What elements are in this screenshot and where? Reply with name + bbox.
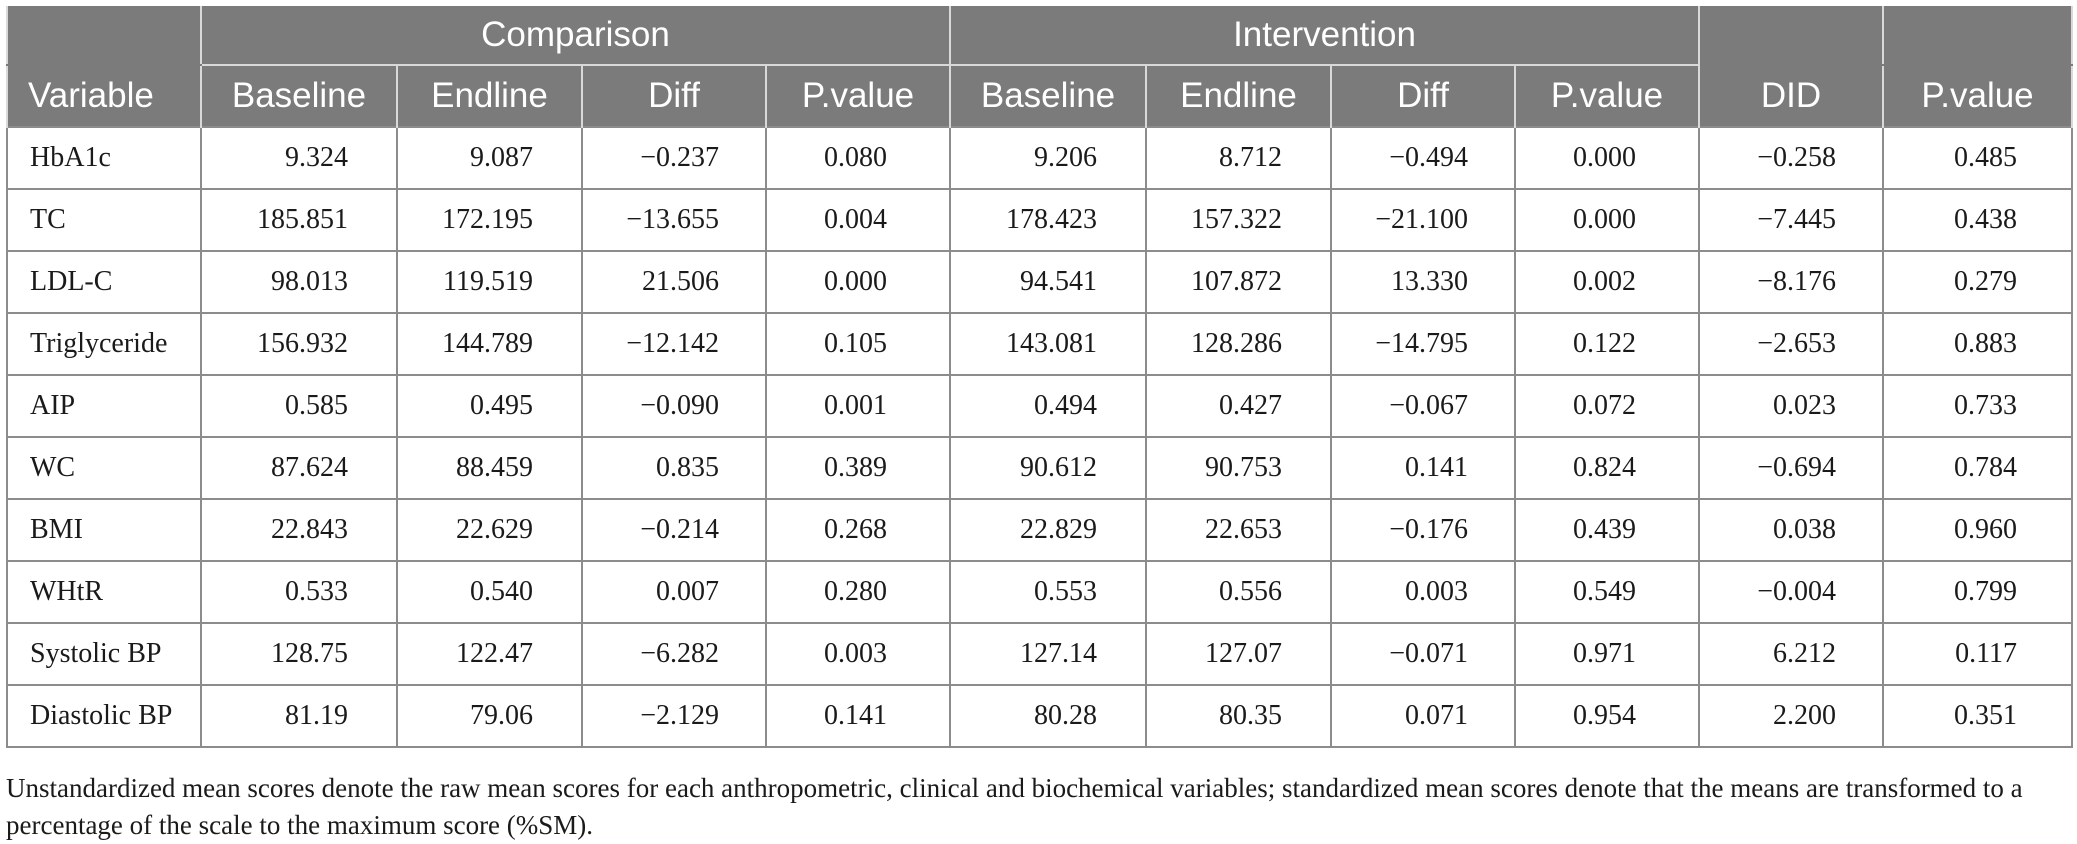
did-pvalue-cell: 0.960 — [1883, 499, 2072, 561]
comparison-group-header: Comparison — [201, 6, 950, 65]
variable-cell: TC — [7, 189, 201, 251]
comparison-baseline-cell: 185.851 — [201, 189, 397, 251]
comparison-baseline-cell: 81.19 — [201, 685, 397, 747]
did-cell: −0.258 — [1699, 127, 1883, 189]
comparison-endline-header: Endline — [397, 65, 582, 127]
table-row — [7, 313, 2072, 375]
did-pvalue-cell: 0.351 — [1883, 685, 2072, 747]
comparison-pvalue-cell: 0.001 — [766, 375, 950, 437]
intervention-endline-cell: 22.653 — [1146, 499, 1331, 561]
intervention-pvalue-cell: 0.002 — [1515, 251, 1699, 313]
intervention-baseline-cell: 178.423 — [950, 189, 1146, 251]
intervention-diff-cell: −0.176 — [1331, 499, 1515, 561]
variable-cell: HbA1c — [7, 127, 201, 189]
comparison-endline-cell: 144.789 — [397, 313, 582, 375]
intervention-baseline-cell: 80.28 — [950, 685, 1146, 747]
table-row — [7, 251, 2072, 313]
variable-cell: WHtR — [7, 561, 201, 623]
did-cell: −0.004 — [1699, 561, 1883, 623]
did-cell: −2.653 — [1699, 313, 1883, 375]
intervention-baseline-cell: 127.14 — [950, 623, 1146, 685]
comparison-endline-cell: 9.087 — [397, 127, 582, 189]
variable-cell: AIP — [7, 375, 201, 437]
intervention-pvalue-cell: 0.549 — [1515, 561, 1699, 623]
comparison-pvalue-cell: 0.268 — [766, 499, 950, 561]
variable-cell: Systolic BP — [7, 623, 201, 685]
did-pvalue-cell: 0.438 — [1883, 189, 2072, 251]
intervention-baseline-cell: 94.541 — [950, 251, 1146, 313]
did-pvalue-cell: 0.784 — [1883, 437, 2072, 499]
comparison-endline-cell: 122.47 — [397, 623, 582, 685]
did-pvalue-header: P.value — [1883, 65, 2072, 127]
intervention-baseline-header: Baseline — [950, 65, 1146, 127]
comparison-baseline-header: Baseline — [201, 65, 397, 127]
comparison-pvalue-cell: 0.004 — [766, 189, 950, 251]
intervention-baseline-cell: 0.553 — [950, 561, 1146, 623]
intervention-endline-cell: 157.322 — [1146, 189, 1331, 251]
results-table-container — [6, 6, 2071, 748]
comparison-baseline-cell: 128.75 — [201, 623, 397, 685]
intervention-endline-cell: 90.753 — [1146, 437, 1331, 499]
comparison-pvalue-cell: 0.280 — [766, 561, 950, 623]
did-cell: −7.445 — [1699, 189, 1883, 251]
intervention-pvalue-cell: 0.439 — [1515, 499, 1699, 561]
table-row — [7, 685, 2072, 747]
comparison-diff-cell: 21.506 — [582, 251, 766, 313]
did-cell: 6.212 — [1699, 623, 1883, 685]
table-row — [7, 375, 2072, 437]
intervention-diff-cell: −21.100 — [1331, 189, 1515, 251]
intervention-diff-cell: 0.071 — [1331, 685, 1515, 747]
table-body — [7, 127, 2072, 747]
intervention-pvalue-cell: 0.000 — [1515, 127, 1699, 189]
intervention-baseline-cell: 0.494 — [950, 375, 1146, 437]
intervention-endline-header: Endline — [1146, 65, 1331, 127]
intervention-diff-cell: 13.330 — [1331, 251, 1515, 313]
variable-cell: Diastolic BP — [7, 685, 201, 747]
did-pvalue-cell: 0.733 — [1883, 375, 2072, 437]
comparison-pvalue-header: P.value — [766, 65, 950, 127]
did-pvalue-group-spacer — [1883, 6, 2072, 65]
intervention-diff-cell: −0.067 — [1331, 375, 1515, 437]
comparison-pvalue-cell: 0.000 — [766, 251, 950, 313]
intervention-diff-header: Diff — [1331, 65, 1515, 127]
intervention-pvalue-cell: 0.971 — [1515, 623, 1699, 685]
comparison-diff-cell: −0.214 — [582, 499, 766, 561]
comparison-endline-cell: 119.519 — [397, 251, 582, 313]
intervention-diff-cell: −0.494 — [1331, 127, 1515, 189]
variable-cell: WC — [7, 437, 201, 499]
variable-cell: Triglyceride — [7, 313, 201, 375]
did-pvalue-cell: 0.883 — [1883, 313, 2072, 375]
intervention-baseline-cell: 22.829 — [950, 499, 1146, 561]
intervention-diff-cell: 0.003 — [1331, 561, 1515, 623]
comparison-pvalue-cell: 0.141 — [766, 685, 950, 747]
did-cell: 2.200 — [1699, 685, 1883, 747]
did-pvalue-cell: 0.117 — [1883, 623, 2072, 685]
intervention-diff-cell: −0.071 — [1331, 623, 1515, 685]
variable-header: Variable — [7, 65, 201, 127]
comparison-diff-cell: 0.007 — [582, 561, 766, 623]
table-row — [7, 561, 2072, 623]
did-cell: −8.176 — [1699, 251, 1883, 313]
intervention-pvalue-cell: 0.954 — [1515, 685, 1699, 747]
results-table — [6, 6, 2073, 748]
did-pvalue-cell: 0.485 — [1883, 127, 2072, 189]
intervention-group-header: Intervention — [950, 6, 1699, 65]
comparison-diff-cell: 0.835 — [582, 437, 766, 499]
table-row — [7, 127, 2072, 189]
comparison-pvalue-cell: 0.080 — [766, 127, 950, 189]
intervention-pvalue-header: P.value — [1515, 65, 1699, 127]
intervention-endline-cell: 80.35 — [1146, 685, 1331, 747]
comparison-diff-cell: −13.655 — [582, 189, 766, 251]
comparison-baseline-cell: 87.624 — [201, 437, 397, 499]
comparison-endline-cell: 0.495 — [397, 375, 582, 437]
intervention-endline-cell: 107.872 — [1146, 251, 1331, 313]
variable-cell: BMI — [7, 499, 201, 561]
variable-group-spacer — [7, 6, 201, 65]
intervention-endline-cell: 127.07 — [1146, 623, 1331, 685]
intervention-endline-cell: 0.427 — [1146, 375, 1331, 437]
intervention-baseline-cell: 90.612 — [950, 437, 1146, 499]
did-header: DID — [1699, 65, 1883, 127]
intervention-pvalue-cell: 0.122 — [1515, 313, 1699, 375]
intervention-endline-cell: 8.712 — [1146, 127, 1331, 189]
comparison-diff-cell: −2.129 — [582, 685, 766, 747]
table-row — [7, 189, 2072, 251]
comparison-diff-header: Diff — [582, 65, 766, 127]
table-footnote: Unstandardized mean scores denote the raw mean scores for each anthropometric, clinical and biochemical variables; standardized mean scores denote that the means are transformed to a percentage of the scale to the maximum score (%SM). — [6, 773, 2023, 840]
comparison-pvalue-cell: 0.105 — [766, 313, 950, 375]
comparison-baseline-cell: 22.843 — [201, 499, 397, 561]
comparison-diff-cell: −0.237 — [582, 127, 766, 189]
did-cell: 0.023 — [1699, 375, 1883, 437]
intervention-diff-cell: −14.795 — [1331, 313, 1515, 375]
comparison-diff-cell: −6.282 — [582, 623, 766, 685]
did-pvalue-cell: 0.279 — [1883, 251, 2072, 313]
table-row — [7, 499, 2072, 561]
comparison-baseline-cell: 9.324 — [201, 127, 397, 189]
comparison-endline-cell: 172.195 — [397, 189, 582, 251]
comparison-pvalue-cell: 0.389 — [766, 437, 950, 499]
intervention-pvalue-cell: 0.072 — [1515, 375, 1699, 437]
intervention-pvalue-cell: 0.000 — [1515, 189, 1699, 251]
comparison-diff-cell: −0.090 — [582, 375, 766, 437]
did-group-spacer — [1699, 6, 1883, 65]
comparison-pvalue-cell: 0.003 — [766, 623, 950, 685]
group-header-row — [7, 6, 2072, 65]
comparison-baseline-cell: 156.932 — [201, 313, 397, 375]
column-header-row — [7, 65, 2072, 127]
variable-cell: LDL-C — [7, 251, 201, 313]
comparison-baseline-cell: 0.533 — [201, 561, 397, 623]
intervention-pvalue-cell: 0.824 — [1515, 437, 1699, 499]
intervention-diff-cell: 0.141 — [1331, 437, 1515, 499]
intervention-endline-cell: 128.286 — [1146, 313, 1331, 375]
did-pvalue-cell: 0.799 — [1883, 561, 2072, 623]
table-row — [7, 623, 2072, 685]
comparison-endline-cell: 0.540 — [397, 561, 582, 623]
comparison-baseline-cell: 98.013 — [201, 251, 397, 313]
comparison-endline-cell: 88.459 — [397, 437, 582, 499]
intervention-baseline-cell: 9.206 — [950, 127, 1146, 189]
did-cell: −0.694 — [1699, 437, 1883, 499]
comparison-endline-cell: 22.629 — [397, 499, 582, 561]
intervention-endline-cell: 0.556 — [1146, 561, 1331, 623]
did-cell: 0.038 — [1699, 499, 1883, 561]
comparison-diff-cell: −12.142 — [582, 313, 766, 375]
table-row — [7, 437, 2072, 499]
comparison-baseline-cell: 0.585 — [201, 375, 397, 437]
intervention-baseline-cell: 143.081 — [950, 313, 1146, 375]
comparison-endline-cell: 79.06 — [397, 685, 582, 747]
